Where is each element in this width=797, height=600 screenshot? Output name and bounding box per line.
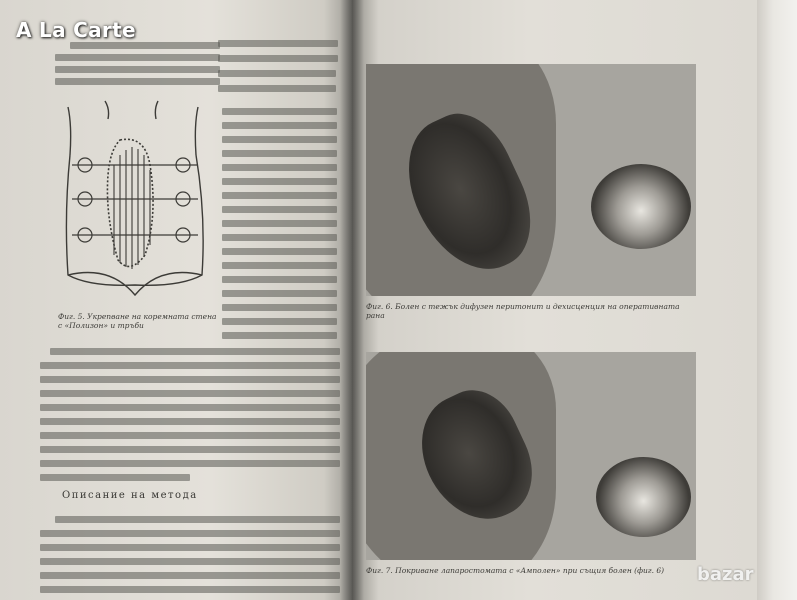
text-line — [40, 362, 340, 369]
text-line — [218, 85, 336, 92]
text-line — [218, 40, 338, 47]
figure-caption-top: Фиг. 6. Болен с тежък дифузен перитонит и дехисценция на оперативната рана — [366, 302, 680, 320]
surgical-photo-bottom — [366, 352, 696, 560]
text-line — [222, 234, 337, 241]
text-line — [222, 220, 337, 227]
excised-tissue — [596, 457, 691, 537]
text-line — [222, 276, 337, 283]
text-line — [222, 164, 337, 171]
section-heading: Описание на метода — [62, 490, 198, 501]
book-gutter — [340, 0, 364, 600]
text-line — [222, 248, 337, 255]
text-line — [40, 544, 340, 551]
text-line — [40, 418, 340, 425]
text-line — [40, 432, 340, 439]
text-line — [222, 150, 337, 157]
watermark-text: A La Carte — [16, 18, 136, 42]
abdominal-wall-drawing — [50, 95, 220, 305]
text-line — [222, 178, 337, 185]
text-line — [40, 390, 340, 397]
text-line — [55, 78, 220, 85]
surgical-photo-top — [366, 64, 696, 296]
text-line — [222, 206, 337, 213]
text-line — [222, 122, 337, 129]
text-line — [55, 54, 220, 61]
text-line — [222, 108, 337, 115]
figure-caption-bottom: Фиг. 7. Покриване лапаростомата с «Амполен» при същия болен (фиг. 6) — [366, 566, 665, 575]
text-line — [218, 55, 338, 62]
text-line — [222, 332, 337, 339]
text-line — [222, 304, 337, 311]
text-line — [40, 460, 340, 467]
text-line — [222, 262, 337, 269]
text-line — [40, 586, 340, 593]
right-page — [352, 0, 797, 600]
text-line — [222, 290, 337, 297]
text-line — [40, 474, 190, 481]
text-line — [222, 192, 337, 199]
text-line — [55, 516, 340, 523]
text-line — [70, 42, 220, 49]
page-edge — [757, 0, 797, 600]
text-line — [40, 558, 340, 565]
text-line — [40, 572, 340, 579]
text-line — [55, 66, 220, 73]
text-line — [222, 136, 337, 143]
figure-caption-left: Фиг. 5. Укрепване на коремната стена с «Полизон» и тръби — [58, 312, 217, 330]
excised-tissue — [591, 164, 691, 249]
text-line — [40, 446, 340, 453]
bazar-logo — [697, 564, 789, 594]
text-line — [40, 404, 340, 411]
text-line — [50, 348, 340, 355]
text-line — [218, 70, 336, 77]
left-page — [0, 0, 352, 600]
text-line — [40, 530, 340, 537]
bazar-logo-text: bazar — [697, 564, 754, 585]
text-line — [40, 376, 340, 383]
text-line — [222, 318, 337, 325]
